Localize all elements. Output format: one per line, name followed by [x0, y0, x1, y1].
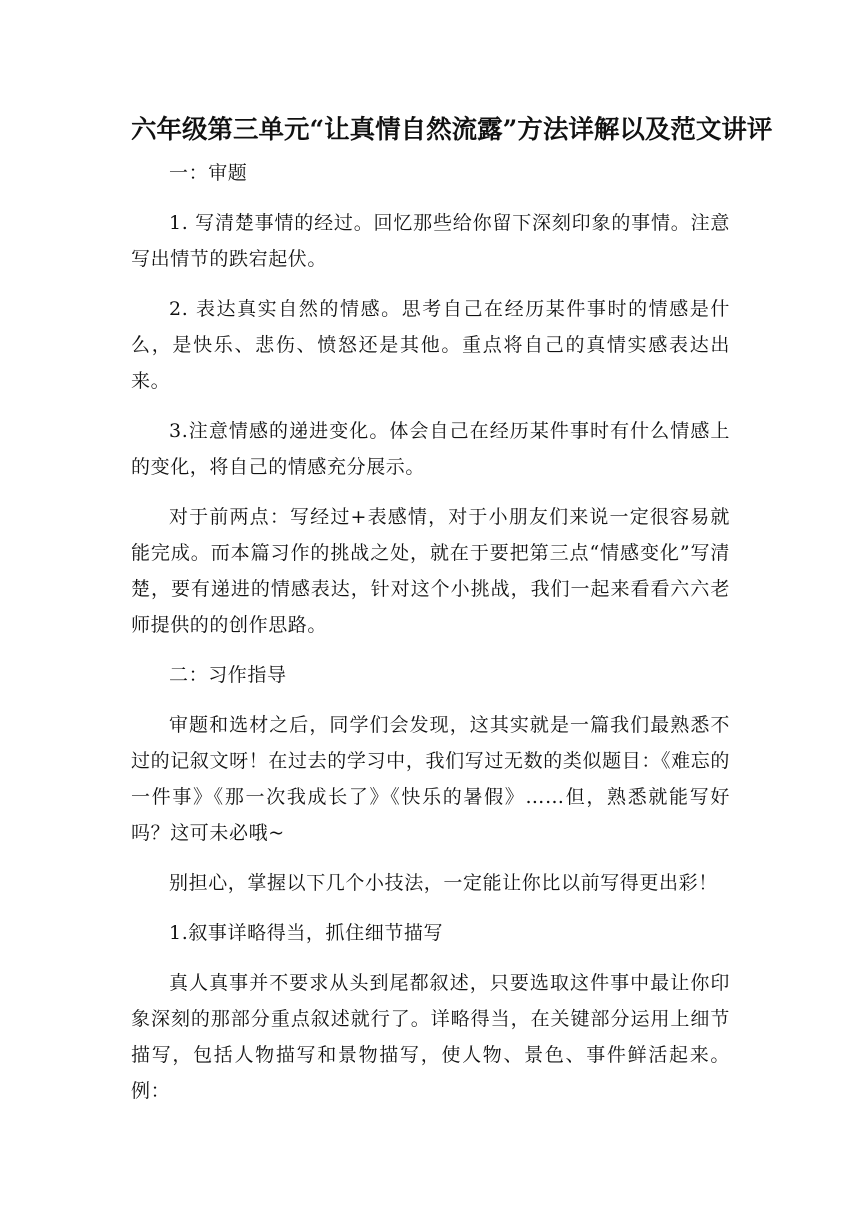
paragraph-technique-1-body: 真人真事并不要求从头到尾都叙述，只要选取这件事中最让你印象深刻的那部分重点叙述就行了。详略得当，在关键部分运用上细节描写，包括人物描写和景物描写，使人物、景色、事件鲜活起来。例： [131, 972, 730, 1102]
paragraph-encouragement: 别担心，掌握以下几个小技法，一定能让你比以前写得更出彩！ [169, 872, 718, 894]
paragraph-summary: 对于前两点：写经过+表感情，对于小朋友们来说一定很容易就能完成。而本篇习作的挑战之处，就在于要把第三点“情感变化”写清楚，要有递进的情感表达，针对这个小挑战，我们一起来看看六六老师提供的的创作思路。 [131, 506, 730, 636]
document-title: 六年级第三单元“让真情自然流露”方法详解以及范文讲评 [131, 115, 773, 145]
section-heading-review: 一：审题 [169, 162, 248, 184]
paragraph-point-3: 3.注意情感的递进变化。体会自己在经历某件事时有什么情感上的变化，将自己的情感充分展示。 [131, 420, 730, 478]
subheading-technique-1: 1.叙事详略得当，抓住细节描写 [169, 922, 444, 944]
document-page [131, 112, 773, 1109]
paragraph-point-2: 2. 表达真实自然的情感。思考自己在经历某件事时的情感是什么，是快乐、悲伤、愤怒还是其他。重点将自己的真情实感表达出来。 [131, 298, 730, 392]
paragraph-guidance-intro: 审题和选材之后，同学们会发现，这其实就是一篇我们最熟悉不过的记叙文呀！在过去的学习中，我们写过无数的类似题目：《难忘的一件事》《那一次我成长了》《快乐的暑假》……但，熟悉就能写好吗？这可未必哦~ [131, 714, 730, 844]
section-heading-guidance: 二：习作指导 [169, 664, 287, 686]
paragraph-point-1: 1. 写清楚事情的经过。回忆那些给你留下深刻印象的事情。注意写出情节的跌宕起伏。 [131, 212, 730, 270]
